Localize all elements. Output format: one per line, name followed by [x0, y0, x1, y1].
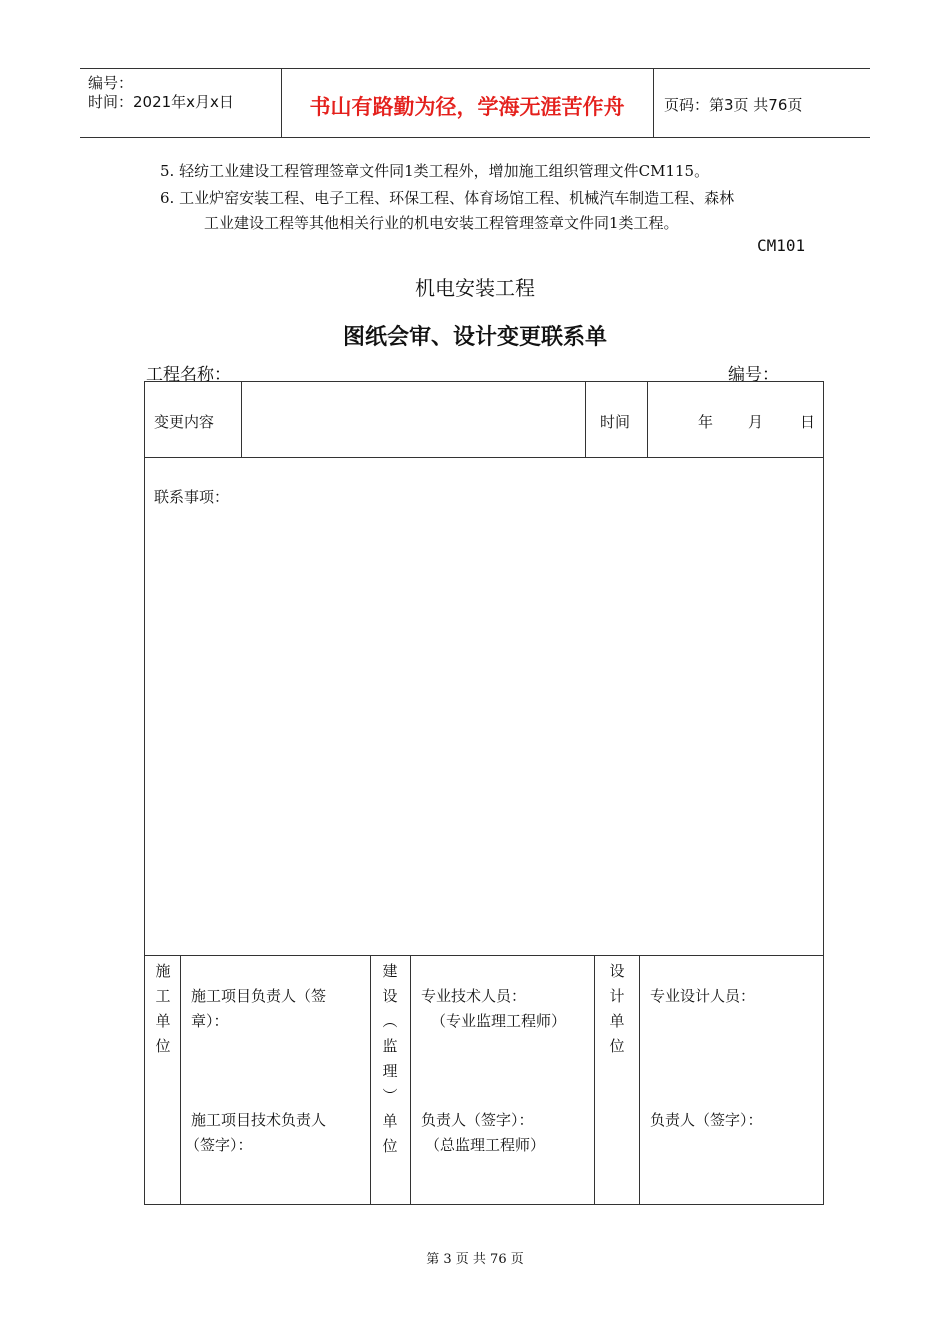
header-number-label: 编号： — [88, 74, 134, 92]
construction-tech-lead-label-cont: （签字）： — [185, 1136, 253, 1154]
construction-tech-lead-label: 施工项目技术负责人 — [191, 1111, 327, 1129]
supervisor-role: （总监理工程师） — [425, 1136, 546, 1154]
design-unit-char: 计 — [609, 987, 625, 1005]
date-month-label: 月 — [748, 413, 764, 431]
header-page-cell — [654, 69, 870, 137]
specialist-role: （专业监理工程师） — [431, 1012, 567, 1030]
form-code: CM101 — [757, 236, 806, 255]
date-year-label: 年 — [698, 413, 714, 431]
builder-unit-label — [380, 959, 400, 1159]
builder-unit-char: 理 — [382, 1062, 398, 1080]
col-divider-r3-a — [180, 955, 181, 1204]
specialist-label: 专业技术人员： — [421, 987, 527, 1005]
builder-unit-char: 单 — [382, 1112, 398, 1130]
row-divider-2 — [145, 955, 823, 956]
construction-lead-label-cont: 章）： — [191, 1012, 229, 1030]
construction-lead-label: 施工项目负责人（签 — [191, 987, 327, 1005]
designer-label: 专业设计人员： — [650, 987, 756, 1005]
construction-unit-char: 单 — [155, 1012, 171, 1030]
builder-unit-char: 建 — [382, 962, 398, 980]
header-page-info: 页码：第3页 共76页 — [664, 96, 803, 114]
time-label: 时间 — [600, 413, 631, 431]
project-name-label: 工程名称： — [146, 365, 231, 385]
contact-items-label: 联系事项： — [154, 488, 230, 506]
contact-items-field[interactable] — [145, 512, 823, 952]
paragraph-item-6-line-2: 工业建设工程等其他相关行业的机电安装工程管理签章文件同1类工程。 — [204, 214, 679, 232]
change-contact-form — [144, 381, 824, 1205]
page-footer: 第 3 页 共 76 页 — [426, 1252, 524, 1267]
page-header — [80, 68, 870, 138]
col-divider-r3-d — [594, 955, 595, 1204]
builder-unit-char: ︶ — [382, 1087, 398, 1105]
builder-unit-char: 设 — [382, 987, 398, 1005]
header-left-cell — [80, 69, 282, 137]
col-divider-r3-b — [370, 955, 371, 1204]
form-title: 图纸会审、设计变更联系单 — [342, 325, 607, 350]
change-content-label: 变更内容 — [154, 413, 215, 431]
construction-unit-label — [153, 959, 173, 1059]
col-divider-r3-c — [410, 955, 411, 1204]
row-divider-1 — [145, 457, 823, 458]
col-divider-r1-b — [585, 382, 586, 457]
builder-unit-char: ︵ — [382, 1012, 398, 1030]
design-unit-char: 位 — [609, 1037, 625, 1055]
change-content-field[interactable] — [242, 382, 585, 457]
construction-unit-char: 工 — [155, 987, 171, 1005]
header-slogan-cell — [281, 69, 654, 137]
header-time-label: 时间：2021年x月x日 — [88, 93, 234, 111]
date-day-label: 日 — [800, 413, 816, 431]
header-slogan: 书山有路勤为径，学海无涯苦作舟 — [309, 95, 625, 119]
design-unit-char: 设 — [609, 962, 625, 980]
col-divider-r1-c — [647, 382, 648, 457]
design-lead-label: 负责人（签字）： — [650, 1111, 763, 1129]
form-number-label: 编号： — [728, 365, 779, 385]
construction-unit-char: 施 — [155, 962, 171, 980]
paragraph-item-6-line-1: 6. 工业炉窑安装工程、电子工程、环保工程、体育场馆工程、机械汽车制造工程、森林 — [160, 189, 735, 207]
construction-unit-char: 位 — [155, 1037, 171, 1055]
design-unit-char: 单 — [609, 1012, 625, 1030]
builder-unit-char: 监 — [382, 1037, 398, 1055]
paragraph-item-5: 5. 轻纺工业建设工程管理签章文件同1类工程外，增加施工组织管理文件CM115。 — [160, 162, 710, 180]
builder-unit-char: 位 — [382, 1137, 398, 1155]
design-unit-label — [607, 959, 627, 1059]
col-divider-r3-e — [639, 955, 640, 1204]
form-category: 机电安装工程 — [415, 276, 535, 300]
supervisor-label: 负责人（签字）： — [421, 1111, 534, 1129]
